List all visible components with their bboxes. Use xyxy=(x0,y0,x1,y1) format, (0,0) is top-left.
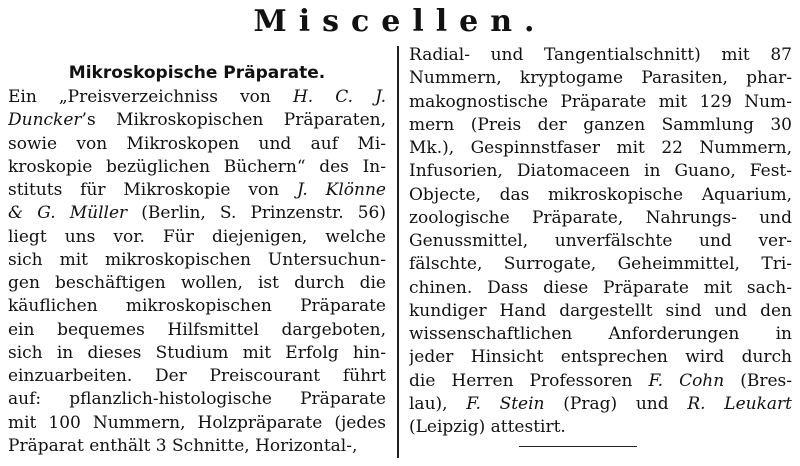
text-line xyxy=(8,412,386,435)
text-run: Präparat enthält 3 Schnitte, Horizontal-, xyxy=(8,435,358,456)
text-line xyxy=(8,319,386,342)
text-line xyxy=(409,137,792,160)
text-line xyxy=(409,253,792,276)
italic-name: F. Stein xyxy=(466,393,545,414)
text-run: käuflichen mikroskopischen Präparate xyxy=(8,296,386,317)
article-title: Mikroskopische Präparate. xyxy=(68,63,326,83)
text-run: Ein „Preisverzeichniss von xyxy=(8,87,293,107)
italic-name: H. C. J. xyxy=(292,87,386,107)
text-run: lau), xyxy=(409,393,467,414)
text-run: makognostische Präparate mit 129 Num- xyxy=(409,91,792,112)
text-run: Infusorien, Diatomaceen in Guano, Fest- xyxy=(409,161,792,182)
text-line xyxy=(8,226,386,249)
text-line xyxy=(409,91,792,114)
text-line xyxy=(8,272,386,295)
text-line xyxy=(409,300,792,323)
italic-name: R. Leukart xyxy=(687,393,792,414)
text-line xyxy=(8,156,386,179)
right-column xyxy=(409,44,792,439)
text-line xyxy=(8,202,386,225)
end-rule xyxy=(519,446,637,447)
right-column-body xyxy=(409,44,792,439)
section-title: Miscellen. xyxy=(253,4,547,39)
text-run: Nummern, kryptogame Parasiten, phar- xyxy=(409,68,792,89)
text-run: ’s Mikroskopischen Präparaten, xyxy=(81,110,386,131)
text-line xyxy=(8,365,386,388)
text-run: die Herren Professoren xyxy=(409,370,649,391)
text-run: sich mit mikroskopischen Untersuchun- xyxy=(8,249,386,270)
text-run: auf: pflanzlich-histologische Präparate xyxy=(8,389,386,410)
text-line xyxy=(409,114,792,137)
text-line xyxy=(409,277,792,300)
text-run: wissenschaftlichen Anforderungen in xyxy=(409,324,792,344)
text-line xyxy=(409,160,792,183)
column-divider xyxy=(397,46,399,458)
text-line xyxy=(409,184,792,207)
text-line xyxy=(8,179,386,202)
text-line xyxy=(8,133,386,156)
text-run: zoologische Präparate, Nahrungs- und xyxy=(409,207,792,228)
text-run: liegt uns vor. Für diejenigen, welche xyxy=(8,226,386,247)
text-run: Genussmittel, unverfälschte und ver- xyxy=(409,231,792,251)
text-run: (Leipzig) attestirt. xyxy=(409,417,566,437)
text-line xyxy=(409,230,792,253)
text-run: ein bequemes Hilfsmittel dargeboten, xyxy=(8,319,386,340)
text-run: Radial- und Tangentialschnitt) mit 87 xyxy=(409,45,792,65)
text-line xyxy=(409,416,792,439)
text-line xyxy=(8,388,386,411)
left-column xyxy=(8,44,386,458)
text-run: (Prag) und xyxy=(544,393,688,414)
text-line xyxy=(8,109,386,132)
left-column-body xyxy=(8,86,386,458)
text-run: Objecte, das mikroskopische Aquarium, xyxy=(409,184,792,205)
text-line xyxy=(8,249,386,272)
italic-name: Duncker xyxy=(8,110,82,131)
text-line xyxy=(409,393,792,416)
text-run: mern (Preis der ganzen Sammlung 30 xyxy=(409,114,792,135)
text-run: fälschte, Surrogate, Geheimmittel, Tri- xyxy=(409,254,792,275)
text-line xyxy=(8,295,386,318)
text-line xyxy=(409,323,792,346)
text-line xyxy=(409,346,792,369)
text-run: jeder Hinsicht entsprechen wird durch xyxy=(409,347,792,368)
text-line xyxy=(8,342,386,365)
italic-name: J. Klönne xyxy=(296,180,386,200)
text-run: (Berlin, S. Prinzenstr. 56) xyxy=(127,203,386,224)
italic-name: F. Cohn xyxy=(648,370,725,391)
text-line xyxy=(409,44,792,67)
text-run: sich in dieses Studium mit Erfolg hin- xyxy=(8,342,386,363)
italic-name: & G. Müller xyxy=(8,203,128,224)
text-line xyxy=(409,67,792,90)
text-run: (Bres- xyxy=(724,370,792,391)
text-run: kundiger Hand dargestellt sind und den xyxy=(409,300,792,321)
text-line xyxy=(8,435,386,458)
text-run: stituts für Mikroskopie von xyxy=(8,180,297,200)
text-line xyxy=(409,207,792,230)
text-run: chinen. Dass diese Präparate mit sach- xyxy=(409,277,792,298)
text-run: einzuarbeiten. Der Preiscourant führt xyxy=(8,366,386,386)
text-run: gen beschäftigen wollen, ist durch die xyxy=(8,273,386,293)
text-line xyxy=(8,86,386,109)
text-run: kroskopie bezüglichen Büchern“ des In- xyxy=(8,156,386,177)
text-line xyxy=(409,370,792,393)
text-run: sowie von Mikroskopen und auf Mi- xyxy=(8,133,386,154)
text-run: mit 100 Nummern, Holzpräparate (jedes xyxy=(8,412,386,433)
text-run: Mk.), Gespinnstfaser mit 22 Nummern, xyxy=(409,138,792,158)
